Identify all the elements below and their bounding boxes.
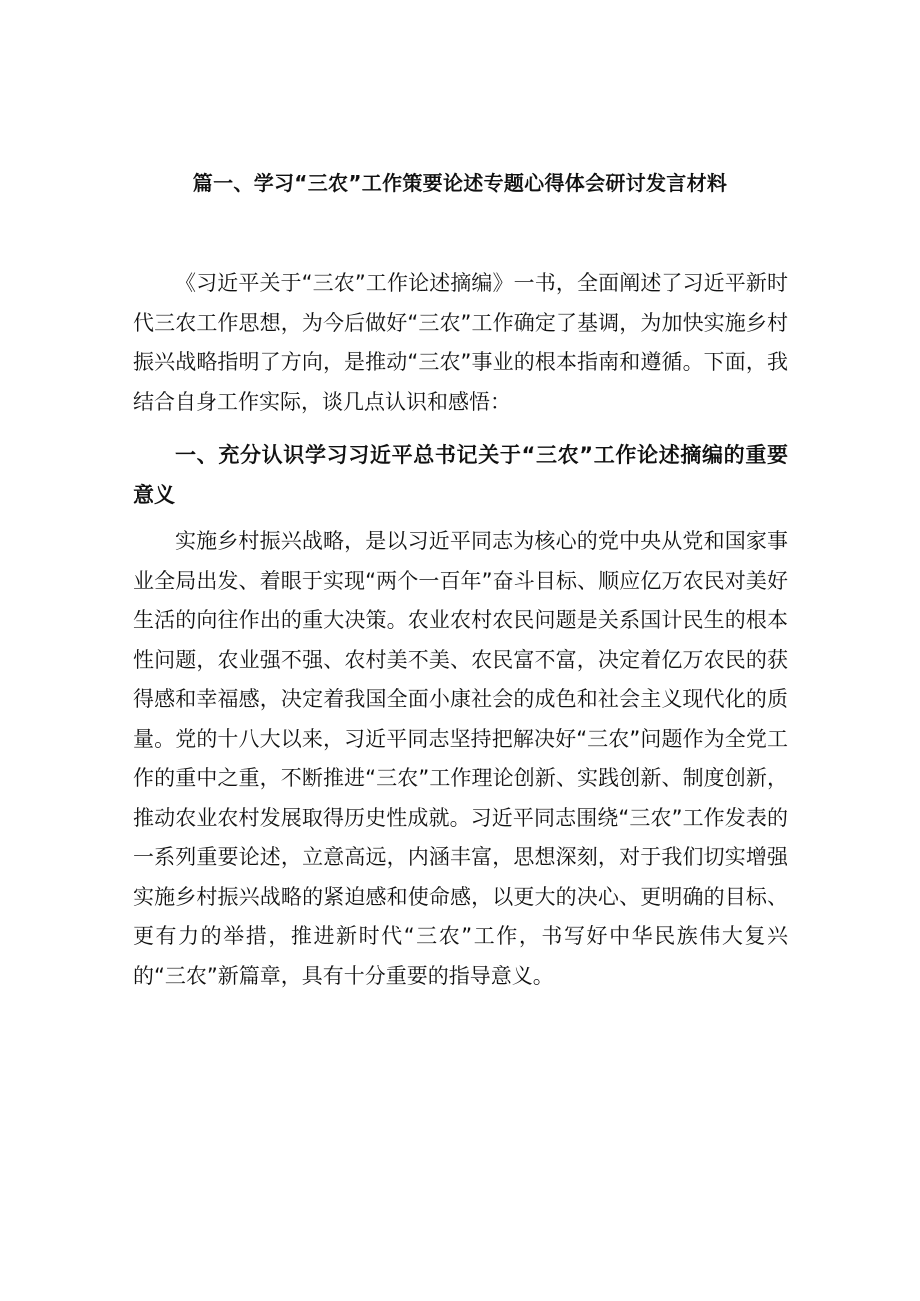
intro-paragraph: 《习近平关于“三农”工作论述摘编》一书，全面阐述了习近平新时代三农工作思想，为今后做好“三农”工作确定了基调，为加快实施乡村振兴战略指明了方向，是推动“三农”事业的根本指南和遵循。下面，我结合自身工作实际，谈几点认识和感悟：	[133, 271, 788, 414]
section-heading: 一、充分认识学习习近平总书记关于“三农”工作论述摘编的重要意义	[133, 443, 788, 507]
document-title: 篇一、学习“三农”工作策要论述专题心得体会研讨发言材料	[192, 171, 728, 195]
section-paragraph: 实施乡村振兴战略，是以习近平同志为核心的党中央从党和国家事业全局出发、着眼于实现“两个一百年”奋斗目标、顺应亿万农民对美好生活的向往作出的重大决策。农业农村农民问题是关系国计民生的根本性问题，农业强不强、农村美不美、农民富不富，决定着亿万农民的获得感和幸福感，决定着我国全面小康社会的成色和社会主义现代化的质量。党的十八大以来，习近平同志坚持把解决好“三农”问题作为全党工作的重中之重，不断推进“三农”工作理论创新、实践创新、制度创新，推动农业农村发展取得历史性成就。习近平同志围绕“三农”工作发表的一系列重要论述，立意高远，内涵丰富，思想深刻，对于我们切实增强实施乡村振兴战略的紧迫感和使命感，以更大的决心、更明确的目标、更有力的举措，推进新时代“三农”工作，书写好中华民族伟大复兴的“三农”新篇章，具有十分重要的指导意义。	[133, 529, 788, 988]
